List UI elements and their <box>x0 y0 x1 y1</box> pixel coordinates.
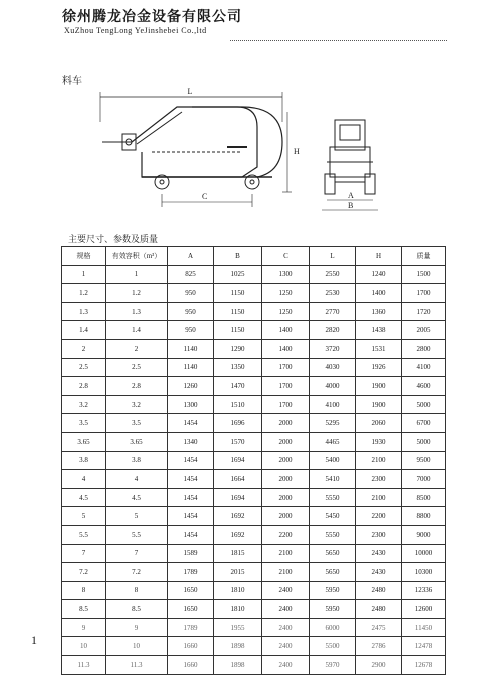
column-header: L <box>310 247 356 266</box>
table-cell: 1454 <box>168 470 214 489</box>
table-cell: 2 <box>62 339 106 358</box>
side-view <box>100 92 292 207</box>
table-cell: 1510 <box>214 395 262 414</box>
table-row <box>62 637 446 656</box>
table-cell: 1531 <box>356 339 402 358</box>
table-row <box>62 377 446 396</box>
table-cell: 2430 <box>356 544 402 563</box>
table-cell: 5 <box>106 507 168 526</box>
page-number: 1 <box>31 633 37 647</box>
section-title: 料车 <box>62 76 82 87</box>
table-row <box>62 618 446 637</box>
table-cell: 1454 <box>168 507 214 526</box>
table-cell: 10300 <box>402 563 446 582</box>
table-cell: 1150 <box>214 284 262 303</box>
table-cell: 5450 <box>310 507 356 526</box>
table-cell: 1400 <box>262 321 310 340</box>
table-cell: 2000 <box>262 432 310 451</box>
table-row <box>62 544 446 563</box>
table-cell: 8.5 <box>62 600 106 619</box>
table-cell: 1150 <box>214 302 262 321</box>
table-cell: 2400 <box>262 600 310 619</box>
dim-label-L: L <box>187 87 193 96</box>
header-rule <box>230 40 447 41</box>
table-row <box>62 395 446 414</box>
table-cell: 1898 <box>214 637 262 656</box>
column-header: 有效容积（m³） <box>106 247 168 266</box>
table-cell: 3.8 <box>106 451 168 470</box>
table-cell: 1900 <box>356 377 402 396</box>
table-cell: 6700 <box>402 414 446 433</box>
table-cell: 3.65 <box>62 432 106 451</box>
table-cell: 2300 <box>356 525 402 544</box>
table-cell: 2900 <box>356 656 402 675</box>
table-row <box>62 414 446 433</box>
table-cell: 7000 <box>402 470 446 489</box>
table-cell: 1815 <box>214 544 262 563</box>
table-cell: 5000 <box>402 395 446 414</box>
table-cell: 5550 <box>310 525 356 544</box>
dim-label-B: B <box>348 201 354 210</box>
table-cell: 2060 <box>356 414 402 433</box>
table-cell: 2 <box>106 339 168 358</box>
spec-table <box>61 246 446 675</box>
table-cell: 3.65 <box>106 432 168 451</box>
table-cell: 1300 <box>168 395 214 414</box>
table-cell: 1810 <box>214 600 262 619</box>
table-cell: 2000 <box>262 470 310 489</box>
table-cell: 12478 <box>402 637 446 656</box>
dim-label-A: A <box>348 191 354 200</box>
table-cell: 1692 <box>214 507 262 526</box>
table-cell: 1 <box>62 265 106 284</box>
table-cell: 1340 <box>168 432 214 451</box>
table-row <box>62 321 446 340</box>
table-cell: 8 <box>106 581 168 600</box>
table-cell: 1350 <box>214 358 262 377</box>
table-cell: 8800 <box>402 507 446 526</box>
table-cell: 7 <box>62 544 106 563</box>
column-header: A <box>168 247 214 266</box>
table-cell: 1700 <box>262 395 310 414</box>
company-name-en: XuZhou TengLong YeJinshebei Co.,ltd <box>64 26 207 35</box>
table-cell: 1.4 <box>62 321 106 340</box>
table-cell: 2400 <box>262 618 310 637</box>
table-cell: 12678 <box>402 656 446 675</box>
table-cell: 1900 <box>356 395 402 414</box>
table-cell: 9 <box>62 618 106 637</box>
table-cell: 2400 <box>262 656 310 675</box>
table-row <box>62 656 446 675</box>
skip-car-drawing <box>82 82 402 217</box>
table-cell: 6000 <box>310 618 356 637</box>
dim-label-C: C <box>202 192 208 201</box>
table-cell: 1692 <box>214 525 262 544</box>
table-cell: 1789 <box>168 563 214 582</box>
table-cell: 2100 <box>262 563 310 582</box>
table-cell: 5.5 <box>106 525 168 544</box>
table-cell: 2300 <box>356 470 402 489</box>
table-cell: 2100 <box>356 488 402 507</box>
table-row <box>62 302 446 321</box>
table-cell: 8500 <box>402 488 446 507</box>
table-cell: 1500 <box>402 265 446 284</box>
table-cell: 5650 <box>310 544 356 563</box>
table-row <box>62 563 446 582</box>
table-cell: 1694 <box>214 488 262 507</box>
table-cell: 2530 <box>310 284 356 303</box>
table-row <box>62 525 446 544</box>
table-cell: 1.4 <box>106 321 168 340</box>
table-cell: 1360 <box>356 302 402 321</box>
table-cell: 1260 <box>168 377 214 396</box>
table-cell: 2100 <box>356 451 402 470</box>
table-cell: 5000 <box>402 432 446 451</box>
table-cell: 1.3 <box>106 302 168 321</box>
table-cell: 2.5 <box>106 358 168 377</box>
table-cell: 5400 <box>310 451 356 470</box>
table-cell: 2005 <box>402 321 446 340</box>
table-cell: 1694 <box>214 451 262 470</box>
table-cell: 1955 <box>214 618 262 637</box>
table-cell: 1.3 <box>62 302 106 321</box>
table-cell: 1926 <box>356 358 402 377</box>
table-cell: 7.2 <box>62 563 106 582</box>
table-cell: 3.5 <box>106 414 168 433</box>
table-cell: 10 <box>106 637 168 656</box>
table-cell: 2.8 <box>106 377 168 396</box>
table-cell: 1454 <box>168 451 214 470</box>
table-cell: 1570 <box>214 432 262 451</box>
table-cell: 950 <box>168 302 214 321</box>
table-cell: 1789 <box>168 618 214 637</box>
table-cell: 1025 <box>214 265 262 284</box>
table-cell: 2480 <box>356 581 402 600</box>
table-cell: 2100 <box>262 544 310 563</box>
table-cell: 1.2 <box>106 284 168 303</box>
table-cell: 4100 <box>310 395 356 414</box>
table-cell: 1290 <box>214 339 262 358</box>
column-header: 规格 <box>62 247 106 266</box>
company-name-cn: 徐州腾龙冶金设备有限公司 <box>62 9 242 25</box>
table-cell: 1696 <box>214 414 262 433</box>
table-cell: 5410 <box>310 470 356 489</box>
table-cell: 8.5 <box>106 600 168 619</box>
table-cell: 5970 <box>310 656 356 675</box>
table-cell: 2786 <box>356 637 402 656</box>
table-cell: 5295 <box>310 414 356 433</box>
table-cell: 1650 <box>168 581 214 600</box>
table-body <box>62 265 446 674</box>
table-cell: 10 <box>62 637 106 656</box>
table-header-row <box>62 247 446 266</box>
table-cell: 5950 <box>310 600 356 619</box>
table-cell: 1140 <box>168 339 214 358</box>
table-row <box>62 265 446 284</box>
table-cell: 1589 <box>168 544 214 563</box>
table-cell: 2400 <box>262 637 310 656</box>
table-cell: 2000 <box>262 488 310 507</box>
column-header: C <box>262 247 310 266</box>
table-cell: 1140 <box>168 358 214 377</box>
column-header: B <box>214 247 262 266</box>
table-cell: 2800 <box>402 339 446 358</box>
table-cell: 9000 <box>402 525 446 544</box>
table-cell: 2000 <box>262 414 310 433</box>
table-row <box>62 507 446 526</box>
table-cell: 1150 <box>214 321 262 340</box>
table-cell: 4 <box>106 470 168 489</box>
table-cell: 4.5 <box>62 488 106 507</box>
table-cell: 2000 <box>262 451 310 470</box>
page-header <box>62 8 447 35</box>
table-row <box>62 339 446 358</box>
table-cell: 3.2 <box>106 395 168 414</box>
table-cell: 10000 <box>402 544 446 563</box>
table-cell: 9 <box>106 618 168 637</box>
table-cell: 1300 <box>262 265 310 284</box>
table-cell: 4600 <box>402 377 446 396</box>
table-cell: 2820 <box>310 321 356 340</box>
table-cell: 2400 <box>262 581 310 600</box>
table-cell: 2000 <box>262 507 310 526</box>
table-cell: 1250 <box>262 302 310 321</box>
table-cell: 4 <box>62 470 106 489</box>
table-cell: 1400 <box>262 339 310 358</box>
table-cell: 1700 <box>262 358 310 377</box>
table-cell: 4030 <box>310 358 356 377</box>
table-cell: 11.3 <box>106 656 168 675</box>
table-cell: 11.3 <box>62 656 106 675</box>
table-cell: 1.2 <box>62 284 106 303</box>
table-cell: 1650 <box>168 600 214 619</box>
table-row <box>62 432 446 451</box>
table-cell: 3720 <box>310 339 356 358</box>
table-cell: 1720 <box>402 302 446 321</box>
column-header: 质量 <box>402 247 446 266</box>
table-cell: 950 <box>168 321 214 340</box>
dim-label-H: H <box>294 147 300 156</box>
table-cell: 5 <box>62 507 106 526</box>
table-cell: 2430 <box>356 563 402 582</box>
table-cell: 1660 <box>168 656 214 675</box>
table-cell: 4100 <box>402 358 446 377</box>
table-cell: 1454 <box>168 414 214 433</box>
table-cell: 5650 <box>310 563 356 582</box>
table-cell: 12600 <box>402 600 446 619</box>
table-cell: 1400 <box>356 284 402 303</box>
table-row <box>62 600 446 619</box>
table-row <box>62 488 446 507</box>
table-cell: 5500 <box>310 637 356 656</box>
table-cell: 1240 <box>356 265 402 284</box>
table-row <box>62 358 446 377</box>
table-cell: 2015 <box>214 563 262 582</box>
table-cell: 2480 <box>356 600 402 619</box>
table-cell: 2.5 <box>62 358 106 377</box>
table-cell: 1250 <box>262 284 310 303</box>
table-cell: 2200 <box>356 507 402 526</box>
table-cell: 1664 <box>214 470 262 489</box>
table-cell: 3.2 <box>62 395 106 414</box>
table-cell: 1810 <box>214 581 262 600</box>
table-row <box>62 581 446 600</box>
table-cell: 5.5 <box>62 525 106 544</box>
table-cell: 2.8 <box>62 377 106 396</box>
table-cell: 4465 <box>310 432 356 451</box>
table-cell: 3.8 <box>62 451 106 470</box>
column-header: H <box>356 247 402 266</box>
table-cell: 7.2 <box>106 563 168 582</box>
table-cell: 4000 <box>310 377 356 396</box>
table-cell: 1438 <box>356 321 402 340</box>
table-row <box>62 284 446 303</box>
table-cell: 11450 <box>402 618 446 637</box>
table-cell: 825 <box>168 265 214 284</box>
table-cell: 1700 <box>402 284 446 303</box>
table-cell: 2200 <box>262 525 310 544</box>
table-cell: 1470 <box>214 377 262 396</box>
table-cell: 1454 <box>168 525 214 544</box>
table-cell: 1700 <box>262 377 310 396</box>
table-row <box>62 470 446 489</box>
table-cell: 8 <box>62 581 106 600</box>
table-cell: 2475 <box>356 618 402 637</box>
table-cell: 1 <box>106 265 168 284</box>
table-cell: 5950 <box>310 581 356 600</box>
table-cell: 4.5 <box>106 488 168 507</box>
table-cell: 1660 <box>168 637 214 656</box>
table-cell: 1898 <box>214 656 262 675</box>
table-cell: 1930 <box>356 432 402 451</box>
table-row <box>62 451 446 470</box>
table-title: 主要尺寸、参数及质量 <box>68 235 159 245</box>
table-cell: 7 <box>106 544 168 563</box>
table-cell: 9500 <box>402 451 446 470</box>
table-cell: 12336 <box>402 581 446 600</box>
table-cell: 950 <box>168 284 214 303</box>
table-cell: 5550 <box>310 488 356 507</box>
table-cell: 3.5 <box>62 414 106 433</box>
table-cell: 2770 <box>310 302 356 321</box>
table-cell: 1454 <box>168 488 214 507</box>
table-cell: 2550 <box>310 265 356 284</box>
